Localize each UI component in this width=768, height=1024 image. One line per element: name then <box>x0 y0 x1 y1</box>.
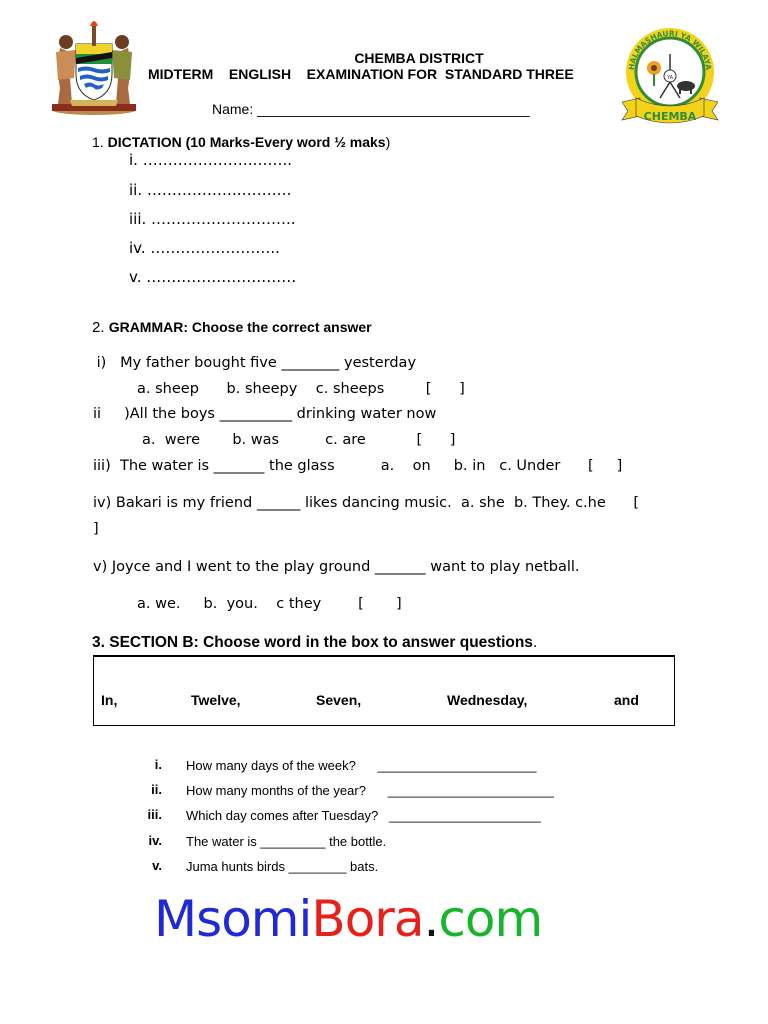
grammar-options-5: a. we. b. you. c they [ ] <box>137 596 402 612</box>
dictation-line-3: iii. ……………………….. <box>129 210 296 228</box>
section-b-heading <box>92 634 537 652</box>
watermark-bora: Bora <box>311 890 424 948</box>
question-text-5: Juma hunts birds ________ bats. <box>186 859 379 874</box>
msomibora-watermark <box>154 890 542 948</box>
section-b-title-end: . <box>532 634 538 651</box>
question-number-2: ii. <box>151 782 162 797</box>
question-number-5: v. <box>152 858 162 873</box>
dictation-line-5: v. ………………………… <box>129 268 297 286</box>
name-blank: ___________________________________ <box>257 101 530 117</box>
logo-center-text: YA <box>666 75 674 81</box>
name-label: Name: <box>212 101 258 117</box>
question-text-1: How many days of the week? ______________________ <box>186 758 537 773</box>
section-b-title: 3. SECTION B: Choose word in the box to answer questions <box>92 634 533 651</box>
question-text-4: The water is _________ the bottle. <box>186 834 387 849</box>
box-word-3: Seven, <box>316 692 362 708</box>
dictation-close: ) <box>385 134 391 150</box>
question-number-4: iv. <box>148 833 162 848</box>
dictation-line-4: iv. …………………….. <box>129 239 280 257</box>
grammar-options-1: a. sheep b. sheepy c. sheeps [ ] <box>137 381 465 397</box>
coat-of-arms-logo <box>46 18 142 116</box>
box-word-1: In, <box>101 692 118 708</box>
name-field-line <box>212 101 530 117</box>
watermark-com: com <box>438 890 543 948</box>
question-text-3: Which day comes after Tuesday? _____________________ <box>186 808 541 823</box>
box-word-5: and <box>614 692 639 708</box>
box-word-4: Wednesday, <box>447 692 528 708</box>
logo-ring-text: HALMASHAURI YA WILAYA <box>626 28 714 71</box>
grammar-number: 2. <box>92 319 109 336</box>
grammar-question-4-bracket: ] <box>93 521 99 537</box>
grammar-options-2: a. were b. was c. are [ ] <box>142 432 456 448</box>
dictation-title: DICTATION (10 Marks-Every word ½ maks <box>107 134 386 150</box>
grammar-question-1: i) My father bought five ________ yesterday <box>92 355 417 371</box>
dictation-line-2: ii. ……………….………. <box>129 181 292 199</box>
grammar-question-5: v) Joyce and I went to the play ground _______ want to play netball. <box>93 559 580 575</box>
grammar-question-4: iv) Bakari is my friend ______ likes dancing music. a. she b. They. c.he [ <box>93 495 640 511</box>
grammar-heading <box>92 319 372 336</box>
grammar-question-2: ii )All the boys __________ drinking water now <box>93 406 437 422</box>
question-text-2: How many months of the year? _______________________ <box>186 783 554 798</box>
word-box <box>93 655 675 726</box>
dictation-line-1: i. ………………….…….. <box>129 151 293 169</box>
logo-banner-text: CHEMBA <box>643 110 697 123</box>
grammar-question-3: iii) The water is _______ the glass a. on b. in c. Under [ ] <box>93 458 623 474</box>
exam-title: MIDTERM ENGLISH EXAMINATION FOR STANDARD THREE <box>148 66 574 82</box>
dictation-heading <box>92 134 390 150</box>
chemba-district-logo <box>620 24 720 128</box>
watermark-msomi: Msomi <box>154 890 312 948</box>
dictation-number: 1. <box>92 134 108 150</box>
grammar-title: GRAMMAR: Choose the correct answer <box>108 319 372 335</box>
watermark-dot: . <box>423 890 439 948</box>
question-number-1: i. <box>154 757 162 772</box>
question-number-3: iii. <box>147 807 162 822</box>
box-word-2: Twelve, <box>191 692 241 708</box>
district-title: CHEMBA DISTRICT <box>354 50 484 66</box>
